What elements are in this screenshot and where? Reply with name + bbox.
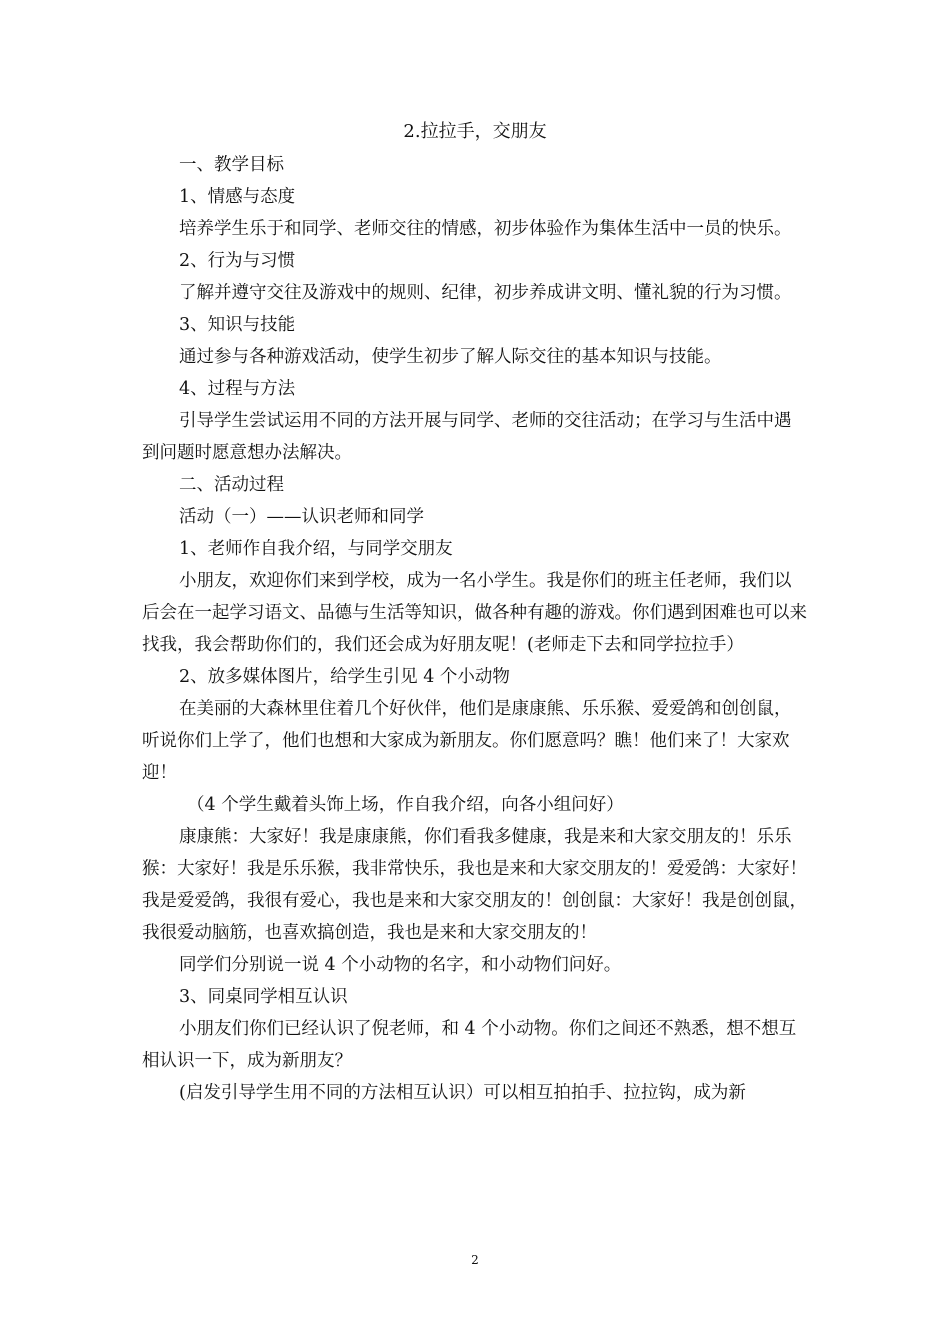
paragraph-process: 引导学生尝试运用不同的方法开展与同学、老师的交往活动；在学习与生活中遇到问题时愿意想办法解决。 bbox=[142, 411, 792, 463]
section-heading-objectives: 一、教学目标 bbox=[179, 155, 284, 175]
paragraph-teacher-intro: 小朋友，欢迎你们来到学校，成为一名小学生。我是你们的班主任老师，我们以后会在一起学习语文、品德与生活等知识，做各种有趣的游戏。你们遇到困难也可以来找我，我会帮助你们的，我们还会成为好朋友呢！(老师走下去和同学拉拉手） bbox=[142, 571, 807, 655]
paragraph-stage-direction: （4 个学生戴着头饰上场，作自我介绍，向各小组问好） bbox=[187, 795, 624, 815]
subheading-knowledge: 3、知识与技能 bbox=[179, 315, 296, 335]
document-title: 2.拉拉手，交朋友 bbox=[403, 121, 547, 142]
paragraph-knowledge: 通过参与各种游戏活动，使学生初步了解人际交往的基本知识与技能。 bbox=[179, 347, 722, 367]
step-one-heading: 1、老师作自我介绍，与同学交朋友 bbox=[179, 539, 453, 559]
paragraph-behavior: 了解并遵守交往及游戏中的规则、纪律，初步养成讲文明、懂礼貌的行为习惯。 bbox=[179, 283, 792, 303]
subheading-emotion: 1、情感与态度 bbox=[179, 187, 296, 207]
paragraph-forest-story: 在美丽的大森林里住着几个好伙伴，他们是康康熊、乐乐猴、爱爱鸽和创创鼠，听说你们上学了，他们也想和大家成为新朋友。你们愿意吗？瞧！他们来了！大家欢迎！ bbox=[142, 699, 792, 783]
subheading-process: 4、过程与方法 bbox=[179, 379, 296, 399]
paragraph-emotion: 培养学生乐于和同学、老师交往的情感，初步体验作为集体生活中一员的快乐。 bbox=[179, 219, 792, 239]
page-number: 2 bbox=[471, 1253, 479, 1267]
paragraph-deskmates: 小朋友们你们已经认识了倪老师，和 4 个小动物。你们之间还不熟悉，想不想互相认识一下，成为新朋友？ bbox=[142, 1019, 797, 1071]
paragraph-guidance: (启发引导学生用不同的方法相互认识）可以相互拍拍手、拉拉钩，成为新 bbox=[179, 1083, 746, 1103]
document-body bbox=[142, 149, 808, 1109]
step-two-heading: 2、放多媒体图片，给学生引见 4 个小动物 bbox=[179, 667, 510, 687]
activity-one-heading: 活动（一）——认识老师和同学 bbox=[179, 507, 424, 527]
paragraph-greet-animals: 同学们分别说一说 4 个小动物的名字，和小动物们问好。 bbox=[179, 955, 622, 975]
paragraph-animal-dialogue: 康康熊：大家好！我是康康熊，你们看我多健康，我是来和大家交朋友的！乐乐猴：大家好！我是乐乐猴，我非常快乐，我也是来和大家交朋友的！爱爱鸽：大家好！我是爱爱鸽，我很有爱心，我也是来和大家交朋友的！创创鼠：大家好！我是创创鼠，我很爱动脑筋，也喜欢搞创造，我也是来和大家交朋友的！ bbox=[142, 827, 807, 943]
step-three-heading: 3、同桌同学相互认识 bbox=[179, 987, 348, 1007]
subheading-behavior: 2、行为与习惯 bbox=[179, 251, 296, 271]
section-heading-activity-process: 二、活动过程 bbox=[179, 475, 284, 495]
